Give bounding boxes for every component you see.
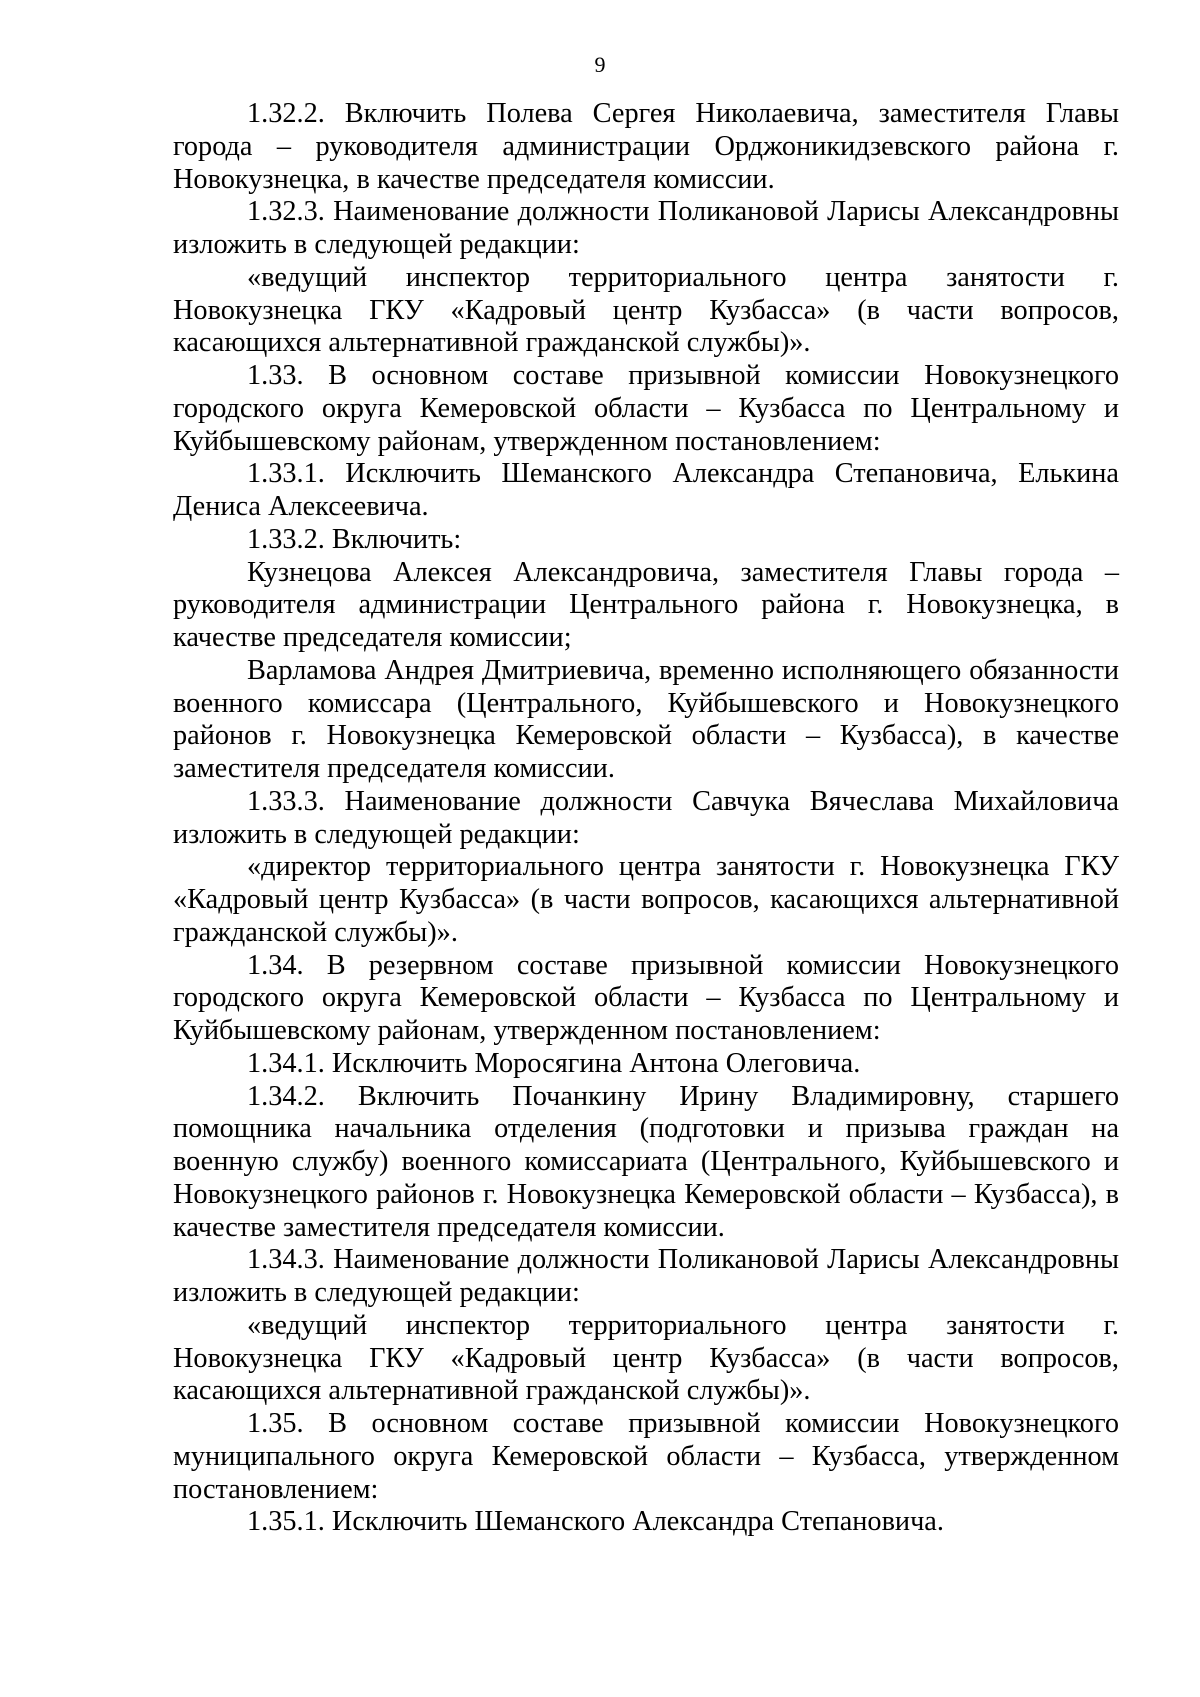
paragraph-1-33-3: 1.33.3. Наименование должности Савчука Вячеслава Михайловича изложить в следующей редакции: [173, 785, 1119, 850]
paragraph-1-34-1: 1.34.1. Исключить Моросягина Антона Олеговича. [247, 1047, 861, 1079]
paragraph-1-32-3: 1.32.3. Наименование должности Поликановой Ларисы Александровны изложить в следующей редакции: [173, 196, 1119, 260]
paragraph-1-34-2: 1.34.2. Включить Почанкину Ирину Владимировну, старшего помощника начальника отделения (подготовки и призыва граждан на военную службу) военного комиссариата (Центрального, Куйбышевского и Новокузнецкого районов г. Новокузнецка Кемеровской области – Кузбасса), в качестве заместителя председателя комиссии. [173, 1080, 1119, 1243]
paragraph-1-32-2: 1.32.2. Включить Полева Сергея Николаевича, заместителя Главы города – руководителя администрации Орджоникидзевского района г. Новокузнецка, в качестве председателя комиссии. [173, 98, 1119, 195]
paragraph-varlamov: Варламова Андрея Дмитриевича, временно исполняющего обязанности военного комиссара (Центрального, Куйбышевского и Новокузнецкого районов г. Новокузнецка Кемеровской области – Кузбасса), в качестве заместителя председателя комиссии. [173, 654, 1119, 784]
paragraph-kuznetsov: Кузнецова Алексея Александровича, заместителя Главы города – руководителя администрации Центрального района г. Новокузнецка, в качестве председателя комиссии; [173, 556, 1119, 653]
paragraph-1-33: 1.33. В основном составе призывной комиссии Новокузнецкого городского округа Кемеровской области – Кузбасса по Центральному и Куйбышевскому районам, утвержденном постановлением: [173, 360, 1119, 457]
paragraph-1-34: 1.34. В резервном составе призывной комиссии Новокузнецкого городского округа Кемеровской области – Кузбасса по Центральному и Куйбышевскому районам, утвержденном постановлением: [173, 949, 1119, 1046]
paragraph-quote-position-3: «ведущий инспектор территориального центра занятости г. Новокузнецка ГКУ «Кадровый центр Кузбасса» (в части вопросов, касающихся альтернативной гражданской службы)». [173, 1309, 1119, 1407]
paragraph-1-35-1: 1.35.1. Исключить Шеманского Александра Степановича. [247, 1506, 944, 1538]
paragraph-1-35: 1.35. В основном составе призывной комиссии Новокузнецкого муниципального округа Кемеровской области – Кузбасса, утвержденном постановлением: [173, 1408, 1119, 1505]
paragraph-1-33-2: 1.33.2. Включить: [247, 523, 462, 555]
paragraph-1-34-3: 1.34.3. Наименование должности Поликановой Ларисы Александровны изложить в следующей редакции: [173, 1244, 1119, 1308]
paragraph-quote-position-1: «ведущий инспектор территориального центра занятости г. Новокузнецка ГКУ «Кадровый центр Кузбасса» (в части вопросов, касающихся альтернативной гражданской службы)». [173, 261, 1119, 359]
document-body [173, 98, 1119, 1539]
paragraph-1-33-1: 1.33.1. Исключить Шеманского Александра Степановича, Елькина Дениса Алексеевича. [173, 458, 1119, 522]
paragraph-quote-position-2: «директор территориального центра занятости г. Новокузнецка ГКУ «Кадровый центр Кузбасса» (в части вопросов, касающихся альтернативной гражданской службы)». [173, 851, 1119, 948]
page-number: 9 [594, 52, 606, 77]
